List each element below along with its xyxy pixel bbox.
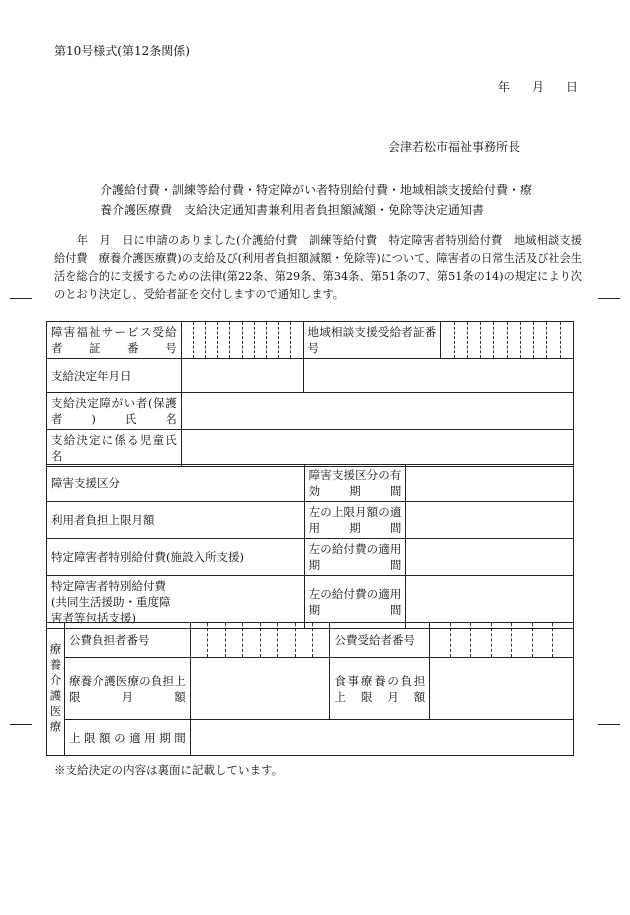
table-row	[47, 430, 574, 467]
title-line-1: 介護給付費・訓練等給付費・特定障がい者特別給付費・地域相談支援給付費・療	[100, 183, 533, 197]
table-row	[47, 393, 574, 430]
table-row	[47, 720, 574, 756]
community-recipient-no-label: 地域相談支援受給者証番号	[303, 322, 441, 359]
support-category-label: 障害支援区分	[47, 465, 305, 502]
date-year: 年	[498, 80, 511, 94]
table-row	[47, 465, 574, 502]
medical-side-label: 療養介護医療	[47, 623, 65, 756]
margin-mark-right-top	[598, 298, 620, 299]
support-category-period-label: 障害支援区分の有効期間	[304, 465, 406, 502]
burden-limit-period-label: 左の上限月額の適用期間	[304, 502, 406, 539]
form-number: 第10号様式(第12条関係)	[54, 44, 190, 58]
issue-date	[498, 78, 578, 95]
table-row	[47, 539, 574, 576]
payer-no-label: 公費負担者番号	[64, 623, 190, 658]
medical-table	[46, 622, 574, 756]
table-row	[47, 322, 574, 359]
table-row	[47, 576, 574, 629]
issuer-name: 会津若松市福祉事務所長	[388, 140, 521, 154]
footnote: ※支給決定の内容は裏面に記載しています。	[54, 763, 284, 777]
decision-date-value-2[interactable]	[303, 359, 574, 393]
disabled-name-label: 支給決定障がい者(保護者)氏名	[47, 393, 182, 430]
service-recipient-no-label: 障害福祉サービス受給者証番号	[47, 322, 182, 359]
community-recipient-no-boxes[interactable]	[441, 322, 574, 359]
margin-mark-right-bottom	[598, 724, 620, 725]
notice-body: 年 月 日に申請のありました(介護給付費 訓練等給付費 特定障害者特別給付費 地域相談支援給付費 療養介護医療費)の支給及び(利用者負担額減額・免除等)について、障害者の日常生活及び社会生活を総合的に支援するための法律(第22条、第29条、第34条、第51条の7、第51条の14)の規定により次のとおり決定し、受給者証を交付しますので通知します。	[54, 234, 582, 301]
service-recipient-no-boxes[interactable]	[181, 322, 303, 359]
decision-table-lower	[46, 464, 574, 629]
burden-limit-label: 利用者負担上限月額	[47, 502, 305, 539]
support-category-period-value[interactable]	[406, 465, 574, 502]
limit-period-value[interactable]	[190, 720, 573, 756]
burden-limit-period-value[interactable]	[406, 502, 574, 539]
table-row	[47, 359, 574, 393]
special-benefit-facility-period-label: 左の給付費の適用期間	[304, 539, 406, 576]
document-title	[100, 180, 570, 220]
child-name-label: 支給決定に係る児童氏名	[47, 430, 182, 467]
date-day: 日	[566, 80, 579, 94]
special-benefit-group-label: 特定障害者特別給付費(共同生活援助・重度障害者等包括支援)	[47, 576, 305, 629]
meal-limit-value[interactable]	[430, 658, 574, 720]
decision-date-label: 支給決定年月日	[47, 359, 182, 393]
meal-limit-label: 食事療養の負担上限月額	[330, 658, 430, 720]
medical-limit-label: 療養介護医療の負担上限月額	[64, 658, 190, 720]
special-benefit-group-period-value[interactable]	[406, 576, 574, 629]
title-line-2: 養介護医療費 支給決定通知書兼利用者負担額減額・免除等決定通知書	[100, 203, 485, 217]
margin-mark-left-bottom	[10, 724, 32, 725]
table-row	[47, 658, 574, 720]
margin-mark-left-top	[10, 298, 32, 299]
special-benefit-facility-period-value[interactable]	[406, 539, 574, 576]
disabled-name-value[interactable]	[181, 393, 573, 430]
medical-limit-value[interactable]	[190, 658, 330, 720]
payer-no-boxes[interactable]	[190, 623, 330, 658]
decision-table	[46, 321, 574, 467]
decision-date-value[interactable]	[181, 359, 303, 393]
special-benefit-facility-label: 特定障害者特別給付費(施設入所支援)	[47, 539, 305, 576]
special-benefit-group-period-label: 左の給付費の適用期間	[304, 576, 406, 629]
table-row	[47, 623, 574, 658]
recipient-no-boxes[interactable]	[430, 623, 574, 658]
table-row	[47, 502, 574, 539]
child-name-value[interactable]	[181, 430, 573, 467]
recipient-no-label: 公費受給者番号	[330, 623, 430, 658]
date-month: 月	[532, 80, 545, 94]
limit-period-label: 上限額の適用期間	[64, 720, 190, 756]
